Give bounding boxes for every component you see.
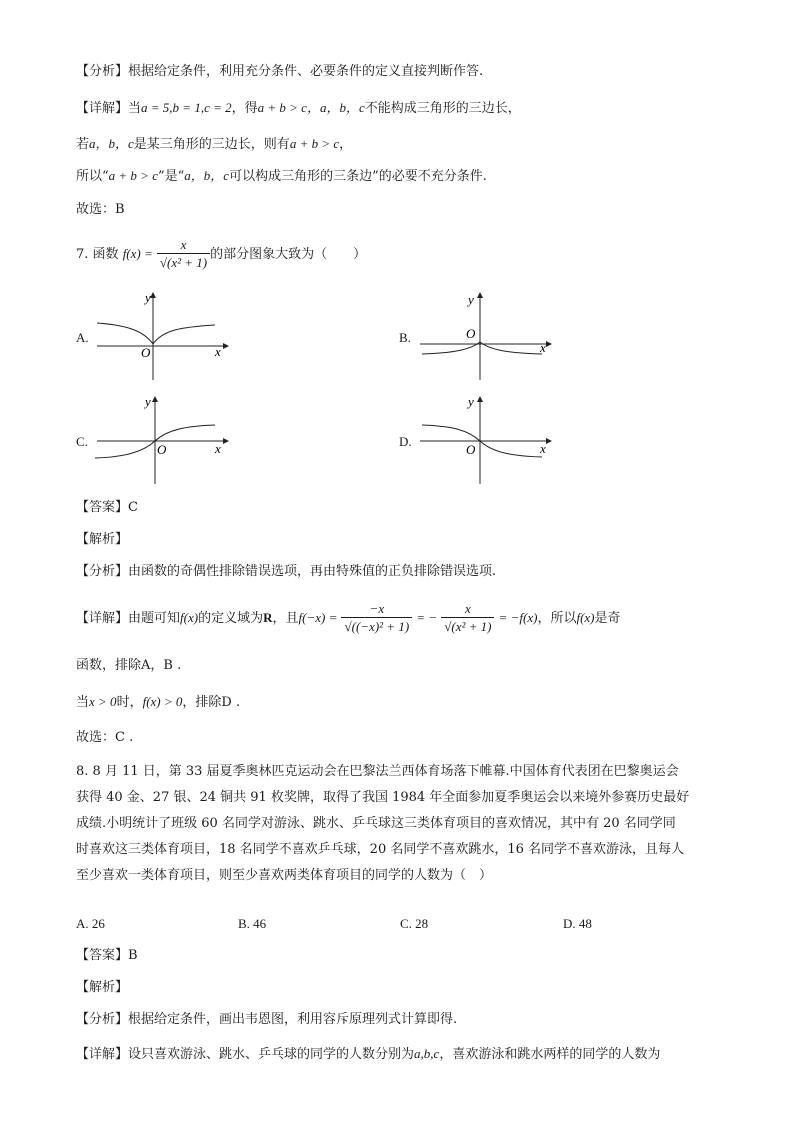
detail-text: 是奇 xyxy=(594,611,621,626)
detail-text: 设只喜欢游泳、跳水、乒乓球的同学的人数分别为 xyxy=(128,1047,415,1062)
analysis-text: 根据给定条件，画出韦恩图，利用容斥原理列式计算即得. xyxy=(128,1012,458,1027)
text: 当 xyxy=(76,695,90,710)
q7-detail-line2: 函数，排除A，B . xyxy=(76,658,182,673)
fraction-numerator: −x xyxy=(341,601,412,618)
q8-analysis xyxy=(76,1010,457,1030)
math-values: a = 5,b = 1,c = 2 xyxy=(141,100,232,115)
x-axis-arrow-icon xyxy=(223,438,229,444)
math-fx: f(x) = xyxy=(122,246,153,261)
answer-tag: 【答案】 xyxy=(76,948,129,963)
q7-detail-line3 xyxy=(76,692,240,713)
text: 若 xyxy=(76,137,90,152)
q8-stem-line-5: 至少喜欢一类体育项目，则至少喜欢两类体育项目的同学的人数为（ ） xyxy=(76,868,493,883)
math-inequality: a + b > c xyxy=(257,100,307,115)
origin-label: O xyxy=(157,442,167,457)
math-fraction xyxy=(157,237,210,272)
y-label: y xyxy=(468,394,474,409)
math-vars: a，b，c xyxy=(184,168,230,183)
y-axis-arrow-icon xyxy=(477,292,483,298)
math-fx: f(x) xyxy=(180,610,199,625)
answer-value: B xyxy=(128,948,138,963)
option-d-label: D. xyxy=(399,434,412,449)
y-label: y xyxy=(145,394,151,409)
option-a-label: A. xyxy=(76,330,89,345)
fraction-numerator: x xyxy=(157,237,210,254)
detail-tag: 【详解】 xyxy=(76,1047,129,1062)
y-label: y xyxy=(468,292,474,307)
text: ， xyxy=(339,137,353,152)
math-condition: x > 0 xyxy=(89,694,117,709)
analysis-tag: 【分析】 xyxy=(76,1012,129,1027)
math-operator: = − xyxy=(416,610,438,625)
q8-detail xyxy=(76,1044,660,1065)
q6-detail-line3 xyxy=(76,166,487,187)
y-axis-arrow-icon xyxy=(152,396,158,402)
math-vars: a,b,c xyxy=(414,1046,440,1061)
math-vars: a，b，c xyxy=(89,136,134,151)
math-vars: ，a，b，c xyxy=(306,100,365,115)
analysis-tag: 【分析】 xyxy=(76,64,129,79)
fraction-denominator: √((−x)² + 1) xyxy=(344,619,410,634)
q7-answer xyxy=(76,498,138,518)
q6-choice: 故选：B xyxy=(76,202,125,217)
text: ，排除D . xyxy=(182,695,241,710)
q8-option-b: B. 46 xyxy=(238,916,267,931)
question-text: 的部分图象大致为（ ） xyxy=(210,247,367,262)
q7-analysis xyxy=(76,562,496,582)
q8-option-c: C. 28 xyxy=(400,916,429,931)
math-rhs: = −f(x) xyxy=(498,610,538,625)
q8-stem-line-2: 获得 40 金、27 银、24 铜共 91 枚奖牌，取得了我国 1984 年全面参加夏季奥运会以来境外参赛历史最好 xyxy=(76,790,690,805)
x-label: x xyxy=(215,344,221,359)
x-label: x xyxy=(540,441,546,456)
x-axis-arrow-icon xyxy=(546,341,552,347)
detail-tag: 【详解】 xyxy=(76,611,129,626)
q6-detail-line2 xyxy=(76,134,352,155)
detail-text: ，得 xyxy=(231,101,258,116)
math-inequality: a + b > c xyxy=(289,136,340,151)
analysis-text: 由函数的奇偶性排除错误选项，再由特殊值的正负排除错误选项. xyxy=(128,564,497,579)
q8-option-a: A. 26 xyxy=(76,916,105,931)
q7-stem xyxy=(76,236,366,273)
math-fraction-2 xyxy=(441,601,494,636)
option-d-graph xyxy=(418,394,558,486)
option-c-label: C. xyxy=(76,434,88,449)
detail-text: 不能构成三角形的三边长， xyxy=(364,101,521,116)
y-axis-arrow-icon xyxy=(150,292,156,298)
q7-detail xyxy=(76,596,621,641)
analysis-text: 根据给定条件，利用充分条件、必要条件的定义直接判断作答. xyxy=(128,64,484,79)
detail-text: ，且 xyxy=(272,611,299,626)
x-axis-arrow-icon xyxy=(223,343,229,349)
detail-tag: 【详解】 xyxy=(76,101,129,116)
function-curve xyxy=(97,323,215,344)
answer-tag: 【答案】 xyxy=(76,500,129,515)
q8-stem-line-1: 8. 8 月 11 日，第 33 届夏季奥林匹克运动会在巴黎法兰西体育场落下帷幕.中国体育代表团在巴黎奥运会 xyxy=(76,764,679,779)
math-real-set: R xyxy=(263,610,273,625)
detail-text: ，喜欢游泳和跳水两样的同学的人数为 xyxy=(439,1047,661,1062)
origin-label: O xyxy=(466,326,476,341)
origin-label: O xyxy=(141,345,151,360)
x-label: x xyxy=(215,441,221,456)
math-lhs: f(−x) = xyxy=(298,610,338,625)
origin-label: O xyxy=(466,442,476,457)
question-number: 7. 函数 xyxy=(76,247,119,262)
x-label: x xyxy=(540,340,546,355)
option-b-graph xyxy=(418,290,558,382)
detail-text: 由题可知 xyxy=(128,611,181,626)
detail-text: 当 xyxy=(128,101,142,116)
math-inequality: a + b > c xyxy=(108,168,158,183)
q8-option-d: D. 48 xyxy=(563,916,592,931)
q8-answer xyxy=(76,946,138,966)
text: 时， xyxy=(116,695,143,710)
fraction-denominator: √(x² + 1) xyxy=(444,619,492,634)
q8-explain-tag: 【解析】 xyxy=(76,980,129,995)
math-fx: f(x) xyxy=(576,610,595,625)
option-c-graph xyxy=(95,394,235,486)
detail-text: ，所以 xyxy=(537,611,577,626)
x-axis-arrow-icon xyxy=(546,438,552,444)
text: ”是“ xyxy=(157,169,185,184)
fraction-numerator: x xyxy=(441,601,494,618)
answer-value: C xyxy=(128,500,138,515)
math-value: f(x) > 0 xyxy=(142,694,183,709)
q8-stem-line-4: 时喜欢这三类体育项目，18 名同学不喜欢乒乓球，20 名同学不喜欢跳水，16 名同学不喜欢游泳，且每人 xyxy=(76,842,685,857)
y-axis-arrow-icon xyxy=(477,396,483,402)
detail-text: 的定义域为 xyxy=(198,611,264,626)
q6-detail xyxy=(76,98,521,119)
q7-choice: 故选：C . xyxy=(76,730,134,745)
fraction-denominator: √(x² + 1) xyxy=(159,255,208,270)
q6-analysis xyxy=(76,62,483,82)
text: 所以“ xyxy=(76,169,109,184)
text: 是某三角形的三边长，则有 xyxy=(133,137,290,152)
option-a-graph xyxy=(95,290,235,382)
math-fraction-1 xyxy=(341,601,412,636)
option-b-label: B. xyxy=(399,330,411,345)
q7-explain-tag: 【解析】 xyxy=(76,532,129,547)
q8-stem-line-3: 成绩.小明统计了班级 60 名同学对游泳、跳水、乒乓球这三类体育项目的喜欢情况，其中有 20 名同学同 xyxy=(76,816,676,831)
analysis-tag: 【分析】 xyxy=(76,564,129,579)
text: 可以构成三角形的三条边”的必要不充分条件. xyxy=(229,169,487,184)
y-label: y xyxy=(145,290,151,305)
